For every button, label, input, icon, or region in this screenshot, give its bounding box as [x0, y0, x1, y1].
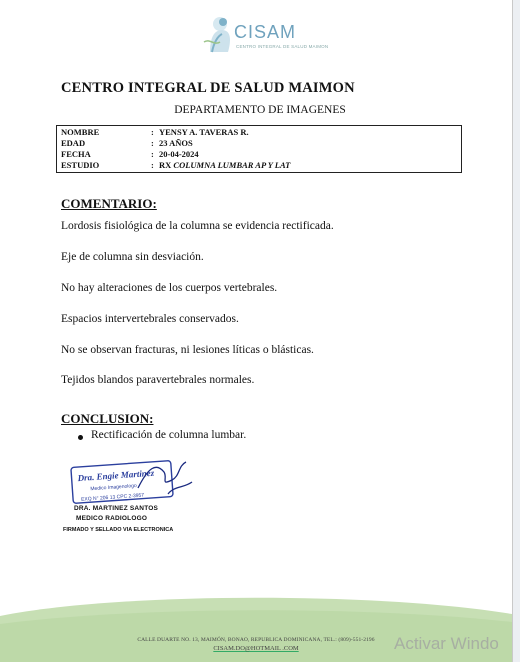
stamp-exq: EXQ N° 206 13 CPC 2-3957: [80, 492, 145, 503]
comentario-line: Tejidos blandos paravertebrales normales.: [61, 374, 255, 386]
comentario-heading: COMENTARIO:: [61, 196, 157, 211]
stamp-name: Dra. Engie Martinez: [77, 467, 155, 484]
logo-name: CISAM: [234, 22, 297, 42]
study-prefix: RX: [159, 160, 174, 170]
footer-email: CISAM.DO@HOTMAIL .COM: [213, 645, 299, 652]
info-value: [159, 160, 290, 171]
comentario-line: Lordosis fisiológica de la columna se evidencia rectificada.: [61, 220, 334, 232]
logo-tagline: CENTRO INTEGRAL DE SALUD MAIMON: [236, 44, 329, 49]
activation-watermark: Activar Windo: [394, 634, 499, 653]
comentario-line: Espacios intervertebrales conservados.: [61, 313, 239, 325]
signature-note: FIRMADO Y SELLADO VIA ELECTRONICA: [63, 527, 174, 533]
info-label: ESTUDIO: [61, 160, 100, 170]
info-value: 20-04-2024: [159, 149, 199, 159]
comentario-line: Eje de columna sin desviación.: [61, 251, 204, 263]
viewer-scrollbar[interactable]: [513, 0, 520, 662]
bullet-icon: [78, 435, 83, 440]
info-label: EDAD: [61, 138, 86, 148]
doctor-name: DRA. MARTINEZ SANTOS: [74, 505, 159, 512]
info-value: 23 AÑOS: [159, 138, 193, 148]
conclusion-heading: CONCLUSION:: [61, 411, 154, 426]
info-colon: :: [151, 160, 154, 170]
doctor-role: MEDICO RADIOLOGO: [76, 515, 148, 522]
stamp-role: Medico Imagenologo: [90, 482, 137, 493]
cisam-logo: [200, 12, 329, 56]
patient-info-box: [56, 125, 462, 173]
comentario-line: No se observan fracturas, ni lesiones líticas o blásticas.: [61, 344, 314, 356]
center-title: CENTRO INTEGRAL DE SALUD MAIMON: [61, 80, 355, 96]
signature-stamp: [68, 458, 200, 504]
conclusion-item: Rectificación de columna lumbar.: [91, 429, 247, 441]
info-colon: :: [151, 138, 154, 148]
stamp-graphic: [68, 458, 200, 504]
info-colon: :: [151, 127, 154, 137]
info-label: FECHA: [61, 149, 91, 159]
comentario-line: No hay alteraciones de los cuerpos vertebrales.: [61, 282, 278, 294]
department-title: DEPARTAMENTO DE IMAGENES: [174, 104, 346, 116]
info-label: NOMBRE: [61, 127, 100, 137]
info-value: YENSY A. TAVERAS R.: [159, 127, 249, 137]
info-colon: :: [151, 149, 154, 159]
study-name: COLUMNA LUMBAR AP Y LAT: [173, 160, 291, 170]
footer-address: CALLE DUARTE NO. 13, MAIMÓN, BONAO, REPUBLICA DOMINICANA, TEL.: (809)-551-2196: [137, 637, 375, 643]
